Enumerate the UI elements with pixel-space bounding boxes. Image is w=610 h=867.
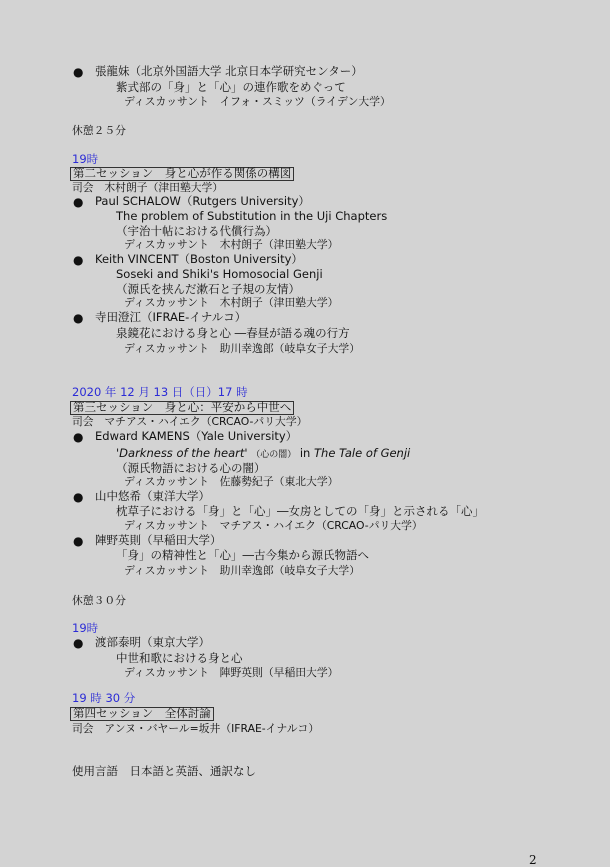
session-time: 19時 [72,621,99,635]
talk-title [116,448,410,460]
discussant: ディスカッサント 陣野英則（早稲田大学） [124,666,339,679]
discussant: ディスカッサント イフォ・スミッツ（ライデン大学） [124,95,391,108]
bullet-icon: ● [73,195,84,209]
discussant: ディスカッサント 佐藤勢紀子（東北大学） [124,475,339,488]
session-title: 第三セッション 身と心：平安から中世へ [70,401,294,415]
discussant: ディスカッサント 助川幸逸郎（岐阜女子大学） [124,564,361,577]
talk-title: 「身」の精神性と「心」―古今集から源氏物語へ [116,548,369,562]
speaker: Keith VINCENT（Boston University） [95,252,303,266]
discussant: ディスカッサント 木村朗子（津田塾大学） [124,238,339,251]
talk-title: The problem of Substitution in the Uji Chapters [116,209,388,223]
session-time: 19 時 30 分 [72,691,136,705]
session-title: 第二セッション 身と心が作る関係の構図 [70,167,294,181]
talk-subtitle: （宇治十帖における代償行為） [116,224,277,238]
bullet-icon: ● [73,490,84,504]
talk-title: 泉鏡花における身と心 ―春昼が語る魂の行方 [116,326,350,340]
page-number: 2 [529,853,537,867]
bullet-icon: ● [73,430,84,444]
talk-title-part: The Tale of Genji [314,446,411,460]
talk-title: Soseki and Shiki's Homosocial Genji [116,267,323,281]
bullet-icon: ● [73,311,84,325]
discussant: ディスカッサント マチアス・ハイエク（CRCAO-パリ大学） [124,519,423,532]
bullet-icon: ● [73,534,84,548]
break-label: 休憩２５分 [72,124,126,137]
talk-subtitle: （源氏を挟んだ漱石と子規の友情） [116,282,300,296]
speaker: 陣野英則（早稲田大学） [95,533,222,547]
speaker: 山中悠希（東洋大学） [95,489,210,503]
speaker: 渡部泰明（東京大学） [95,635,210,649]
session-title: 第四セッション 全体討論 [70,707,214,721]
bullet-icon: ● [73,636,84,650]
speaker: 張龍妹（北京外国語大学 北京日本学研究センター） [95,64,363,78]
talk-title-part: （心の闇） [251,450,297,460]
chair: 司会 アンヌ・バヤール=坂井（IFRAE-イナルコ） [72,722,320,735]
discussant: ディスカッサント 助川幸逸郎（岐阜女子大学） [124,342,361,355]
speaker: Edward KAMENS（Yale University） [95,429,298,443]
talk-title-part: in [299,446,311,460]
discussant: ディスカッサント 木村朗子（津田塾大学） [124,296,339,309]
talk-title-part: 'Darkness of the heart' [116,446,248,460]
talk-title: 中世和歌における身と心 [116,651,243,665]
break-label: 休憩３０分 [72,594,126,607]
talk-title: 枕草子における「身」と「心」―女房としての「身」と示される「心」 [116,504,484,518]
talk-title: 紫式部の「身」と「心」の連作歌をめぐって [116,80,346,94]
session-time: 19時 [72,152,99,166]
speaker: 寺田澄江（IFRAE-イナルコ） [95,310,247,324]
chair: 司会 マチアス・ハイエク（CRCAO-パリ大学） [72,415,308,428]
speaker: Paul SCHALOW（Rutgers University） [95,194,310,208]
bullet-icon: ● [73,253,84,267]
talk-subtitle: （源氏物語における心の闇） [116,461,266,475]
language-note: 使用言語 日本語と英語、通訳なし [72,764,256,778]
session-time: 2020 年 12 月 13 日（日）17 時 [72,385,248,399]
chair: 司会 木村朗子（津田塾大学） [72,181,224,194]
bullet-icon: ● [73,65,84,79]
